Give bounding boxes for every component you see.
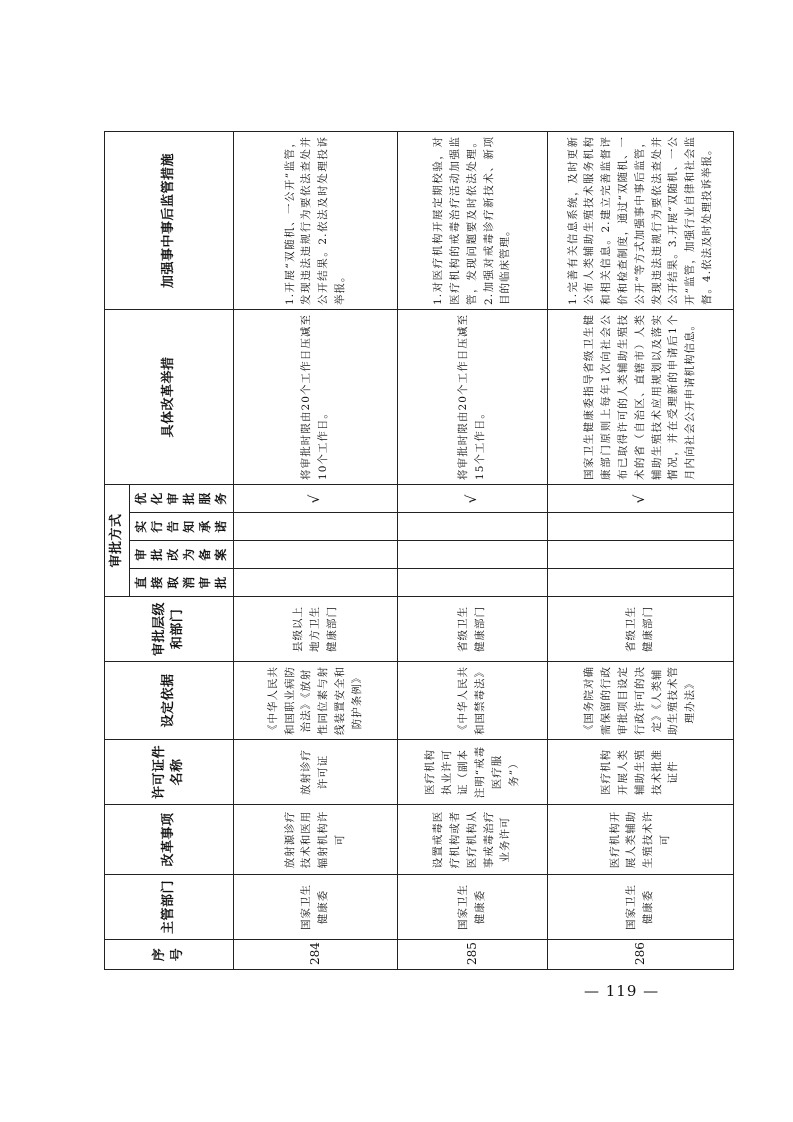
header-dept: 主管部门 [105, 875, 234, 940]
cell-basis: 《中华人民共和国禁毒法》 [397, 662, 547, 740]
header-level: 审批层级和部门 [105, 597, 234, 662]
cell-mode-cancel [397, 569, 547, 597]
cell-license: 放射诊疗许可证 [233, 740, 397, 805]
cell-item: 医疗机构开展人类辅助生殖技术许可 [547, 805, 733, 875]
header-measures: 具体改革举措 [105, 309, 234, 484]
table-row-285 [397, 131, 547, 969]
cell-mode-cancel [547, 569, 733, 597]
cell-level: 省级卫生健康部门 [547, 597, 733, 662]
cell-seq: 285 [397, 940, 547, 970]
cell-seq: 284 [233, 940, 397, 970]
cell-mode-record [397, 541, 547, 569]
cell-supervision: 1.对医疗机构开展定期校验，对医疗机构的戒毒治疗活动加强监管，发现问题要及时依法处理。2.加强对戒毒诊疗新技术、新项目的临床管理。 [397, 131, 547, 309]
cell-level: 省级卫生健康部门 [397, 597, 547, 662]
cell-measures: 将审批时限由20个工作日压减至10个工作日。 [233, 309, 397, 484]
cell-license: 医疗机构执业许可证（副本注明“戒毒医疗服务”） [397, 740, 547, 805]
cell-mode-notify [233, 513, 397, 541]
header-row-1 [105, 131, 130, 969]
cell-measures: 国家卫生健康委指导省级卫生健康部门原则上每年1次向社会公布已取得许可的人类辅助生殖技术的省（自治区、直辖市）人类辅助生殖技术应用规划以及落实情况，并在受理新的申请后1个月内向社会公开申请机构信息。 [547, 309, 733, 484]
header-mode-cancel: 直接取消审批 [129, 569, 233, 597]
cell-item: 设置戒毒医疗机构或者医疗机构从事戒毒治疗业务许可 [397, 805, 547, 875]
header-seq: 序号 [105, 940, 234, 970]
cell-mode-cancel [233, 569, 397, 597]
cell-mode-record [233, 541, 397, 569]
cell-supervision: 1.完善有关信息系统，及时更新公布人类辅助生殖技术服务机构和相关信息。2.建立完善监督评价和检查制度，通过“双随机、一公开”等方式加强事中事后监管，发现违法违规行为要依法查处并公开结果。3.开展“双随机、一公开”监管，加强行业自律和社会监督。4.依法及时处理投诉举报。 [547, 131, 733, 309]
cell-mode-record [547, 541, 733, 569]
cell-mode-optimize: √ [547, 484, 733, 512]
cell-mode-notify [547, 513, 733, 541]
header-license: 许可证件名称 [105, 740, 234, 805]
cell-mode-optimize: √ [397, 484, 547, 512]
header-basis: 设定依据 [105, 662, 234, 740]
cell-mode-notify [397, 513, 547, 541]
cell-measures: 将审批时限由20个工作日压减至15个工作日。 [397, 309, 547, 484]
cell-license: 医疗机构开展人类辅助生殖技术批准证件 [547, 740, 733, 805]
header-supervision: 加强事中事后监管措施 [105, 131, 234, 309]
rotated-table-container [104, 132, 713, 970]
header-mode-notify: 实行告知承诺 [129, 513, 233, 541]
cell-level: 县级以上地方卫生健康部门 [233, 597, 397, 662]
header-item: 改革事项 [105, 805, 234, 875]
cell-supervision: 1.开展“双随机、一公开”监管，发现违法违规行为要依法查处并公开结果。2.依法及时处理投诉举报。 [233, 131, 397, 309]
cell-dept: 国家卫生健康委 [397, 875, 547, 940]
approval-reform-table [104, 131, 734, 970]
cell-item: 放射源诊疗技术和医用辐射机构许可 [233, 805, 397, 875]
table-row-286 [547, 131, 733, 969]
header-mode: 审批方式 [105, 484, 130, 596]
cell-seq: 286 [547, 940, 733, 970]
cell-dept: 国家卫生健康委 [233, 875, 397, 940]
cell-mode-optimize: √ [233, 484, 397, 512]
cell-dept: 国家卫生健康委 [547, 875, 733, 940]
page-number: — 119 — [584, 982, 660, 1000]
cell-basis: 《中华人民共和国职业病防治法》《放射性同位素与射线装置安全和防护条例》 [233, 662, 397, 740]
header-mode-record: 审批改为备案 [129, 541, 233, 569]
header-mode-optimize: 优化审批服务 [129, 484, 233, 512]
table-row-284 [233, 131, 397, 969]
cell-basis: 《国务院对确需保留的行政审批项目设定行政许可的决定》《人类辅助生殖技术管理办法》 [547, 662, 733, 740]
